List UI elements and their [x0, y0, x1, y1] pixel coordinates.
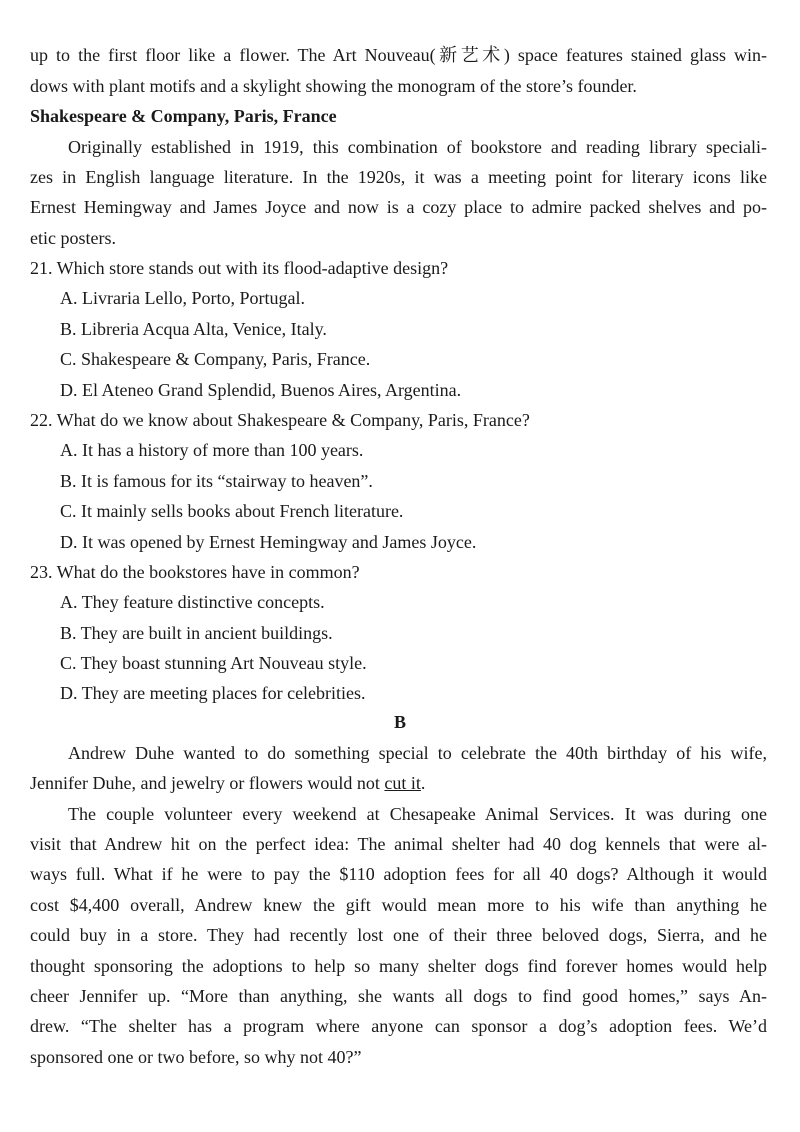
passage-line: cost $4,400 overall, Andrew knew the gift would mean more to his wife than anything he	[30, 895, 767, 915]
passage-line	[30, 771, 767, 795]
passage-line: etic posters.	[30, 228, 116, 248]
passage-line: zes in English language literature. In the 1920s, it was a meeting point for literary icons like	[30, 167, 767, 187]
passage-text: .	[420, 773, 426, 793]
section-heading: Shakespeare & Company, Paris, France	[30, 106, 337, 126]
underlined-phrase: cut it	[384, 773, 421, 793]
answer-option: C. It mainly sells books about French literature.	[60, 501, 404, 521]
answer-option: C. They boast stunning Art Nouveau style.	[60, 653, 367, 673]
passage-line: Originally established in 1919, this combination of bookstore and reading library speciali-	[68, 137, 767, 157]
question-stem: 22. What do we know about Shakespeare & Company, Paris, France?	[30, 410, 530, 430]
answer-option: D. They are meeting places for celebrities.	[60, 683, 366, 703]
answer-option: D. El Ateneo Grand Splendid, Buenos Aires, Argentina.	[60, 380, 462, 400]
answer-option: B. They are built in ancient buildings.	[60, 623, 333, 643]
passage-line: could buy in a store. They had recently lost one of their three beloved dogs, Sierra, and he	[30, 925, 767, 945]
passage-line: dows with plant motifs and a skylight showing the monogram of the store’s founder.	[30, 76, 637, 96]
question-stem: 21. Which store stands out with its flood-adaptive design?	[30, 258, 449, 278]
answer-option: C. Shakespeare & Company, Paris, France.	[60, 349, 371, 369]
passage-line: visit that Andrew hit on the perfect idea: The animal shelter had 40 dog kennels that were al-	[30, 834, 767, 854]
answer-option: B. Libreria Acqua Alta, Venice, Italy.	[60, 319, 327, 339]
answer-option: B. It is famous for its “stairway to heaven”.	[60, 471, 373, 491]
passage-line: Andrew Duhe wanted to do something special to celebrate the 40th birthday of his wife,	[68, 743, 767, 763]
answer-option: A. They feature distinctive concepts.	[60, 592, 325, 612]
answer-option: D. It was opened by Ernest Hemingway and James Joyce.	[60, 532, 477, 552]
passage-label: B	[393, 712, 406, 732]
question-stem: 23. What do the bookstores have in common?	[30, 562, 360, 582]
answer-option: A. Livraria Lello, Porto, Portugal.	[60, 288, 305, 308]
passage-line: cheer Jennifer up. “More than anything, she wants all dogs to find good homes,” says An-	[30, 986, 767, 1006]
passage-line: up to the first floor like a flower. The Art Nouveau(新艺术) space features stained glass win-	[30, 45, 767, 65]
passage-line: The couple volunteer every weekend at Chesapeake Animal Services. It was during one	[68, 804, 767, 824]
passage-line: thought sponsoring the adoptions to help so many shelter dogs find forever homes would help	[30, 956, 767, 976]
passage-text: Jennifer Duhe, and jewelry or flowers would not	[30, 773, 385, 793]
passage-line: Ernest Hemingway and James Joyce and now is a cozy place to admire packed shelves and po-	[30, 197, 767, 217]
passage-line: drew. “The shelter has a program where anyone can sponsor a dog’s adoption fees. We’d	[30, 1016, 767, 1036]
passage-line: ways full. What if he were to pay the $110 adoption fees for all 40 dogs? Although it would	[30, 864, 767, 884]
answer-option: A. It has a history of more than 100 years.	[60, 440, 364, 460]
passage-line: sponsored one or two before, so why not 40?”	[30, 1047, 362, 1067]
